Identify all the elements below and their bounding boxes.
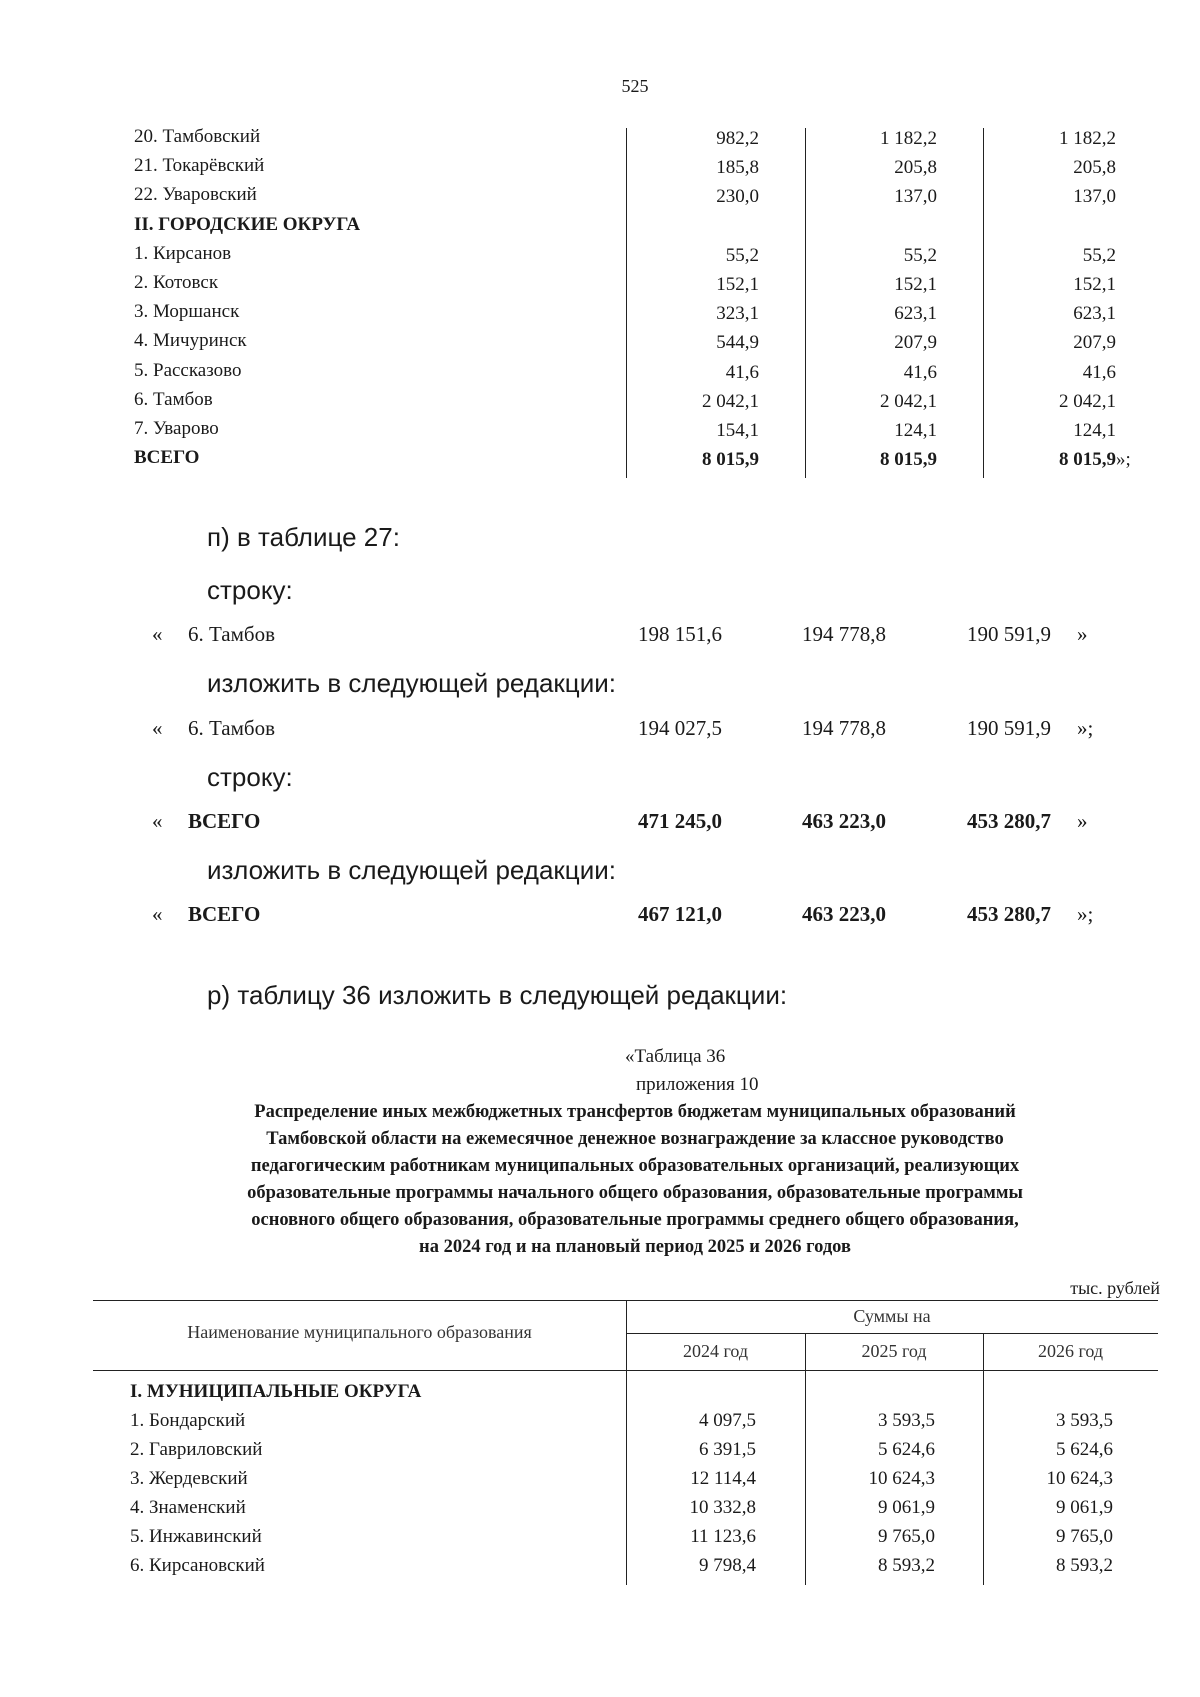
- value-2024: 4 097,5: [699, 1410, 756, 1431]
- row-intro-text: строку:: [207, 575, 293, 605]
- row-label: 21. Токарёвский: [134, 155, 265, 177]
- title-line: на 2024 год и на плановый период 2025 и 2026 годов: [419, 1237, 851, 1257]
- value-2025: 207,9: [894, 332, 937, 354]
- close-quote: »: [1077, 622, 1088, 646]
- new-row-total: [152, 902, 1112, 928]
- value-2024: 154,1: [716, 420, 759, 441]
- value-2026: 9 765,0: [1056, 1526, 1113, 1547]
- value-2024: 8 015,9: [702, 449, 759, 471]
- row-label: ВСЕГО: [188, 809, 261, 833]
- section-heading: I. МУНИЦИПАЛЬНЫЕ ОКРУГА: [130, 1381, 422, 1402]
- row-label: ВСЕГО: [188, 902, 261, 926]
- value-2025: 3 593,5: [878, 1410, 935, 1431]
- value-2026: 5 624,6: [1056, 1439, 1113, 1460]
- close-quote: »;: [1077, 716, 1094, 740]
- value-2026: 453 280,7: [967, 809, 1051, 833]
- value-2024: 471 245,0: [638, 809, 722, 833]
- value-2025: 194 778,8: [802, 716, 886, 740]
- value-2025: 152,1: [894, 274, 937, 295]
- value-2026: 55,2: [1082, 244, 1116, 266]
- row-label: 20. Тамбовский: [134, 126, 261, 147]
- header-sub-border: [626, 1333, 1158, 1334]
- value-2025: 463 223,0: [802, 809, 886, 833]
- value-2026: 2 042,1: [1059, 390, 1116, 412]
- value-2024: 6 391,5: [699, 1439, 756, 1460]
- value-2026: 10 624,3: [1046, 1468, 1113, 1489]
- value-2026: 124,1: [1073, 420, 1116, 441]
- value-2026: 190 591,9: [967, 622, 1051, 646]
- value-2026: 453 280,7: [967, 902, 1051, 926]
- value-2024: 198 151,6: [638, 622, 722, 646]
- appendix-ref: приложения 10: [636, 1074, 759, 1095]
- row-label: 1. Бондарский: [130, 1410, 246, 1431]
- value-2025: 623,1: [894, 303, 937, 325]
- value-2024: 10 332,8: [689, 1497, 756, 1518]
- title-line: Распределение иных межбюджетных трансфертов бюджетам муниципальных образований: [254, 1102, 1016, 1122]
- title-line: педагогическим работникам муниципальных образовательных организаций, реализующих: [250, 1156, 1020, 1176]
- value-2024: 2 042,1: [702, 390, 759, 412]
- value-2024: 41,6: [725, 361, 759, 383]
- value-2024: 194 027,5: [638, 716, 722, 740]
- value-2026: 205,8: [1073, 157, 1116, 179]
- header-2026: 2026 год: [1037, 1341, 1104, 1361]
- replace-text: изложить в следующей редакции:: [207, 668, 616, 698]
- value-2026: 3 593,5: [1056, 1410, 1113, 1431]
- value-2026: 1 182,2: [1059, 128, 1116, 149]
- value-2024: 230,0: [716, 186, 759, 208]
- old-row-tambov: [152, 622, 1112, 648]
- title-line: образовательные программы начального общего образования, образовательные программы: [247, 1183, 1023, 1203]
- value-2024: 323,1: [716, 303, 759, 325]
- value-2024: 467 121,0: [638, 902, 722, 926]
- value-2024: 544,9: [716, 332, 759, 354]
- value-2025: 8 015,9: [880, 449, 937, 471]
- header-name: Наименование муниципального образования: [187, 1322, 532, 1342]
- value-2026: 207,9: [1073, 332, 1116, 354]
- title-line: Тамбовской области на ежемесячное денежное вознаграждение за классное руководство: [266, 1129, 1004, 1149]
- row-label: 4. Мичуринск: [134, 330, 247, 352]
- value-2026: 137,0: [1073, 186, 1116, 208]
- header-2025: 2025 год: [861, 1341, 927, 1361]
- value-2025: 10 624,3: [868, 1468, 935, 1489]
- value-2025: 205,8: [894, 157, 937, 179]
- row-intro-text: строку:: [207, 762, 293, 792]
- value-2026: 8 015,9: [1059, 449, 1116, 471]
- table-number: «Таблица 36: [625, 1046, 726, 1067]
- value-2024: 11 123,6: [690, 1526, 756, 1547]
- page-number: 525: [621, 76, 649, 96]
- row-label: 1. Кирсанов: [134, 242, 232, 264]
- value-2024: 982,2: [716, 128, 759, 149]
- total-label: ВСЕГО: [134, 447, 200, 469]
- close-quote: »;: [1077, 902, 1094, 926]
- row-label: 6. Тамбов: [188, 622, 276, 646]
- value-2024: 12 114,4: [690, 1468, 756, 1489]
- value-2026: 623,1: [1073, 303, 1116, 325]
- value-2026: 152,1: [1073, 274, 1116, 295]
- table-title: [100, 1099, 1170, 1261]
- value-2024: 55,2: [725, 244, 759, 266]
- value-2026: 8 593,2: [1056, 1555, 1113, 1576]
- row-label: 3. Моршанск: [134, 301, 240, 323]
- open-quote: «: [152, 809, 163, 833]
- value-2025: 463 223,0: [802, 902, 886, 926]
- value-2024: 9 798,4: [699, 1555, 756, 1576]
- value-2025: 1 182,2: [880, 128, 937, 149]
- value-2026: 190 591,9: [967, 716, 1051, 740]
- close-quote: »;: [1116, 449, 1131, 471]
- new-row-tambov: [152, 716, 1112, 742]
- row-label: 4. Знаменский: [130, 1497, 246, 1518]
- value-2025: 137,0: [894, 186, 937, 208]
- units-label: тыс. рублей: [1070, 1278, 1160, 1298]
- table-reference: [625, 1043, 758, 1099]
- value-2025: 2 042,1: [880, 390, 937, 412]
- value-2025: 124,1: [894, 420, 937, 441]
- close-quote: »: [1077, 809, 1088, 833]
- open-quote: «: [152, 622, 163, 646]
- row-label: 5. Рассказово: [134, 359, 242, 381]
- value-2025: 8 593,2: [878, 1555, 935, 1576]
- title-line: основного общего образования, образовательные программы среднего общего образования,: [251, 1210, 1019, 1230]
- section-heading: II. ГОРОДСКИЕ ОКРУГА: [134, 213, 361, 235]
- value-2026: 41,6: [1082, 361, 1116, 383]
- row-label: 5. Инжавинский: [130, 1526, 262, 1547]
- header-sums: Суммы на: [853, 1306, 931, 1326]
- item-r-paragraph: р) таблицу 36 изложить в следующей редакции:: [207, 980, 788, 1010]
- row-label: 2. Котовск: [134, 272, 219, 293]
- value-2025: 55,2: [903, 244, 937, 266]
- value-2026: 9 061,9: [1056, 1497, 1113, 1518]
- value-2025: 5 624,6: [878, 1439, 935, 1460]
- value-2025: 9 061,9: [878, 1497, 935, 1518]
- open-quote: «: [152, 902, 163, 926]
- value-2025: 9 765,0: [878, 1526, 935, 1547]
- header-2024: 2024 год: [682, 1341, 749, 1361]
- row-label: 3. Жердевский: [130, 1468, 248, 1489]
- value-2025: 194 778,8: [802, 622, 886, 646]
- row-label: 6. Кирсановский: [130, 1555, 265, 1576]
- row-label: 2. Гавриловский: [130, 1439, 263, 1460]
- item-p-paragraph: п) в таблице 27:: [207, 522, 400, 552]
- value-2024: 152,1: [716, 274, 759, 295]
- value-2025: 41,6: [903, 361, 937, 383]
- row-label: 6. Тамбов: [134, 388, 213, 410]
- replace-text: изложить в следующей редакции:: [207, 855, 616, 885]
- row-label: 22. Уваровский: [134, 184, 257, 206]
- open-quote: «: [152, 716, 163, 740]
- old-row-total: [152, 809, 1112, 835]
- value-2024: 185,8: [716, 157, 759, 179]
- row-label: 6. Тамбов: [188, 716, 276, 740]
- row-label: 7. Уварово: [134, 418, 219, 439]
